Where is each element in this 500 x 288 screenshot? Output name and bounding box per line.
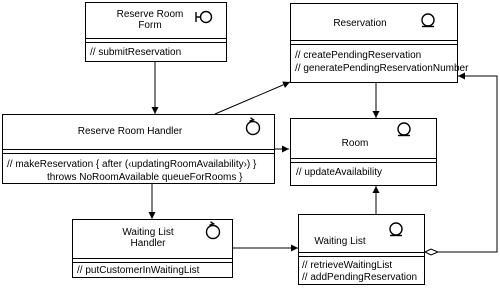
class-name-waiting-list: Waiting List — [314, 236, 366, 247]
operation-update-availability: // updateAvailability — [296, 167, 382, 178]
association-handler-to-reservation — [215, 82, 290, 114]
aggregation-diamond — [425, 249, 438, 255]
operation-create-pending-reservation: // createPendingReservation — [295, 50, 422, 61]
class-name-line: Form — [138, 20, 162, 31]
class-name-room: Room — [341, 138, 369, 149]
class-name-line: Waiting List — [122, 227, 174, 238]
class-name-waiting-list-handler — [100, 227, 196, 249]
operation-put-customer-in-waiting-list: // putCustomerInWaitingList — [77, 265, 200, 276]
class-name-line: Handler — [130, 238, 166, 249]
class-name-reserve-room-handler: Reserve Room Handler — [77, 126, 183, 137]
operation-retrieve-waiting-list: // retrieveWaitingList — [302, 260, 393, 271]
operation-make-reservation: // makeReservation { after (‹updatingRoomAvailability›) } — [7, 159, 257, 170]
aggregation-waitinglist-to-reservation — [438, 76, 497, 252]
operation-generate-pending-reservation-number: // generatePendingReservationNumber — [295, 63, 469, 74]
class-name-line: Reserve Room — [116, 9, 184, 20]
operation-add-pending-reservation: // addPendingReservation — [302, 272, 418, 283]
operation-make-reservation-throws: throws NoRoomAvailable queueForRooms } — [47, 172, 243, 183]
operation-submit-reservation: // submitReservation — [90, 47, 182, 58]
class-name-reservation: Reservation — [333, 18, 387, 29]
class-name-reserve-room-form — [100, 9, 200, 31]
